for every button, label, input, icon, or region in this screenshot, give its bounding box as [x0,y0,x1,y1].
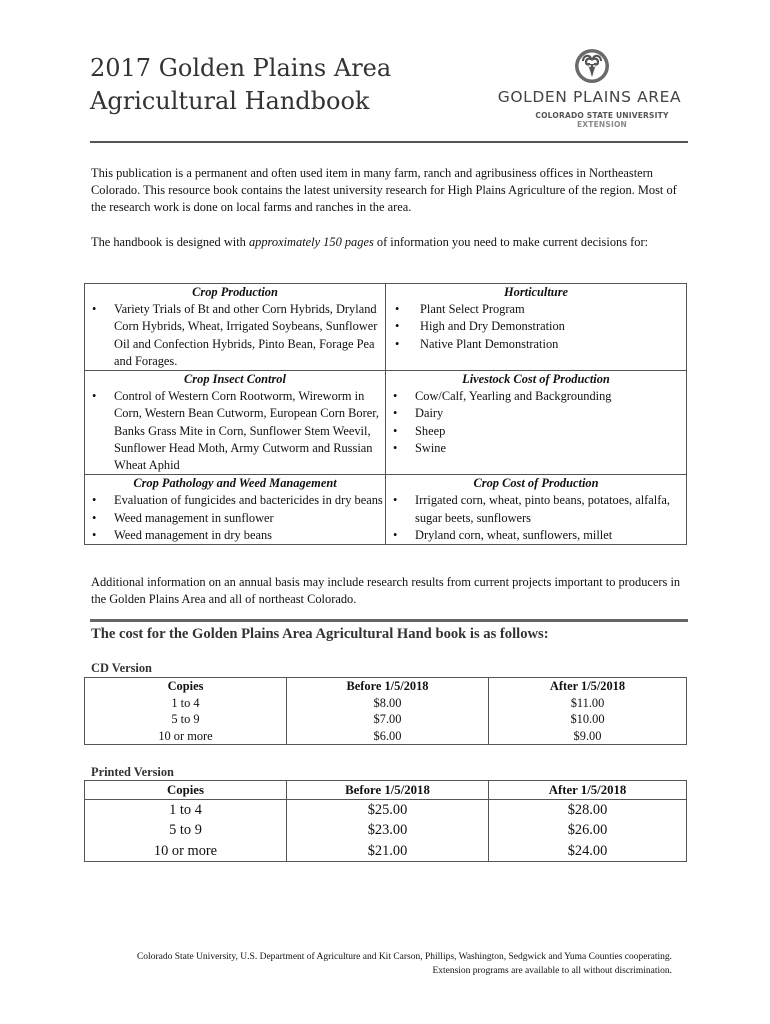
golden-plains-logo [492,48,692,140]
table-cell: 1 to 4 [85,800,287,821]
crop-cost-cell [386,492,687,544]
table-cell: 10 or more [85,841,287,862]
designed-emphasis: approximately 150 pages [248,235,374,249]
list-item: • Dryland corn, wheat, sunflowers, millet [386,527,686,544]
horticulture-heading: Horticulture [386,284,687,302]
table-cell: $26.00 [489,820,687,840]
table-row [85,728,687,745]
horticulture-cell [386,301,687,370]
header-divider [90,141,688,143]
page-title [90,52,391,118]
table-cell: $11.00 [489,695,687,712]
crop-production-heading: Crop Production [85,284,386,302]
table-cell: $23.00 [287,820,489,840]
table-row [85,711,687,728]
list-item: • Native Plant Demonstration [386,336,686,353]
additional-paragraph: Additional information on an annual basis may include research results from current projects important to producers in the Golden Plains Area and all of northeast Colorado. [91,575,681,607]
crop-production-cell [85,301,386,370]
cd-price-table [84,677,687,745]
crop-insect-heading: Crop Insect Control [85,371,386,389]
list-item: • Control of Western Corn Rootworm, Wireworm in Corn, Western Bean Cutworm, European Corn Borer, Banks Grass Mite in Corn, Sunflower Stem Weevil, Sunflower Head Moth, Army Cutworm and Russian Wheat Aphid [85,388,385,474]
column-header: Before 1/5/2018 [287,781,489,800]
livestock-cell [386,388,687,475]
designed-post: of information you need to make current decisions for: [373,235,649,249]
list-item: • Plant Select Program [386,301,686,318]
csu-ram-icon [574,48,610,84]
list-item: • Sheep [386,423,686,440]
table-cell: $10.00 [489,711,687,728]
table-cell: $9.00 [489,728,687,745]
table-cell: 5 to 9 [85,820,287,840]
crop-insect-cell [85,388,386,475]
list-item: • High and Dry Demonstration [386,318,686,335]
list-item: • Dairy [386,405,686,422]
column-header: Before 1/5/2018 [287,678,489,695]
list-item: • Cow/Calf, Yearling and Backgrounding [386,388,686,405]
footer [90,951,672,978]
list-item: • Swine [386,440,686,457]
list-item: • Variety Trials of Bt and other Corn Hybrids, Dryland Corn Hybrids, Wheat, Irrigated Soybeans, Sunflower Oil and Confection Hybrids, Pinto Bean, Forage Pea and Forages. [85,301,385,370]
cost-heading: The cost for the Golden Plains Area Agricultural Hand book is as follows: [91,626,549,642]
table-cell: 5 to 9 [85,711,287,728]
table-row [85,820,687,840]
table-row [85,841,687,862]
column-header: After 1/5/2018 [489,781,687,800]
cd-version-label: CD Version [91,661,152,675]
crop-pathology-cell [85,492,386,544]
topics-table [84,283,687,545]
table-cell: 1 to 4 [85,695,287,712]
logo-subtitle [522,111,682,129]
crop-cost-heading: Crop Cost of Production [386,475,687,493]
list-item: • Irrigated corn, wheat, pinto beans, potatoes, alfalfa, sugar beets, sunflowers [386,492,686,526]
table-cell: $24.00 [489,841,687,862]
crop-pathology-heading: Crop Pathology and Weed Management [85,475,386,493]
table-cell: $21.00 [287,841,489,862]
list-item: • Evaluation of fungicides and bactericides in dry beans [85,492,385,509]
logo-university: COLORADO STATE UNIVERSITY [535,111,669,120]
footer-line-1: Colorado State University, U.S. Department of Agriculture and Kit Carson, Phillips, Washington, Sedgwick and Yuma Counties cooperating. [136,952,672,962]
column-header: Copies [85,678,287,695]
table-cell: $7.00 [287,711,489,728]
table-cell: $6.00 [287,728,489,745]
livestock-heading: Livestock Cost of Production [386,371,687,389]
title-line-2: Agricultural Handbook [90,87,370,115]
table-cell: 10 or more [85,728,287,745]
logo-extension: EXTENSION [576,120,628,129]
printed-price-table [84,780,687,862]
table-cell: $25.00 [287,800,489,821]
table-cell: $28.00 [489,800,687,821]
column-header: After 1/5/2018 [489,678,687,695]
printed-version-label: Printed Version [91,765,174,779]
list-item: • Weed management in sunflower [85,510,385,527]
title-line-1: 2017 Golden Plains Area [90,54,392,82]
designed-paragraph [91,234,691,251]
intro-paragraph: This publication is a permanent and often used item in many farm, ranch and agribusiness offices in Northeastern Colorado. This resource book contains the latest university research for High Plains Agriculture of the region. Most of the research work is done on local farms and ranches in the area. [91,166,677,215]
table-row [85,695,687,712]
section-divider [90,619,688,622]
column-header: Copies [85,781,287,800]
table-cell: $8.00 [287,695,489,712]
designed-pre: The handbook is designed with [91,235,249,249]
list-item: • Weed management in dry beans [85,527,385,544]
table-row [85,800,687,821]
logo-name: GOLDEN PLAINS AREA [497,88,682,106]
footer-line-2: Extension programs are available to all without discrimination. [432,965,672,976]
